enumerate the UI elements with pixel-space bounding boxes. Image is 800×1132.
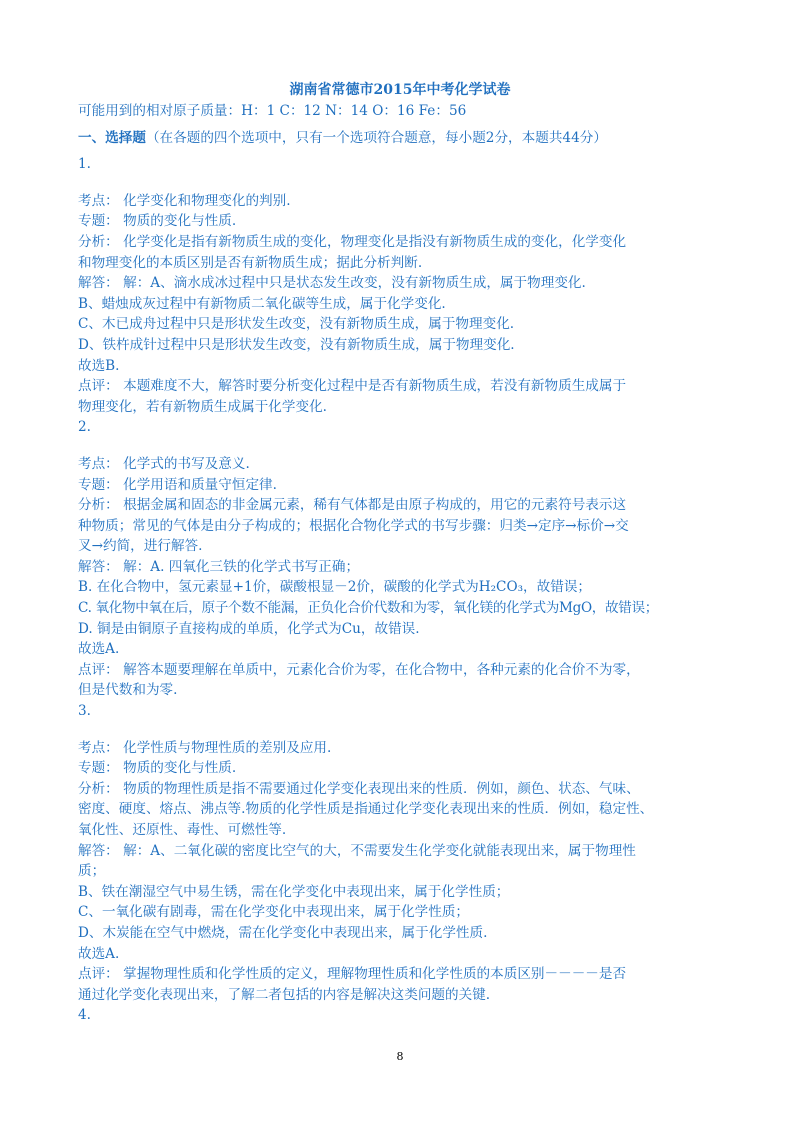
question-number: 1. [78,156,91,173]
document-body [78,101,728,1026]
section-title: 一、选择题 [78,129,146,146]
answer-line: 故选A. [78,945,120,962]
dianping-line: 但是代数和为零. [78,682,178,699]
fenxi-line: 叉→约简，进行解答. [78,538,203,555]
zhuanti-line: 专题： 物质的变化与性质. [78,760,237,777]
jieda-line: 解答： 解：A、滴水成冰过程中只是状态发生改变，没有新物质生成，属于物理变化. [78,275,586,292]
jieda-line: D、木炭能在空气中燃烧，需在化学变化中表现出来，属于化学性质. [78,924,488,941]
dianping-line: 物理变化，若有新物质生成属于化学变化. [78,398,328,415]
jieda-line: B. 在化合物中，氢元素显+1价，碳酸根显－2价，碳酸的化学式为H₂CO₃，故错误； [78,579,592,596]
fenxi-line: 密度、硬度、熔点、沸点等.物质的化学性质是指通过化学变化表现出来的性质．例如，稳定性、 [78,801,654,818]
dianping-line: 点评： 解答本题要理解在单质中，元素化合价为零，在化合物中，各种元素的化合价不为零， [78,661,640,678]
fenxi-line: 种物质；常见的气体是由分子构成的；根据化合物化学式的书写步骤：归类→定序→标价→交 [78,517,629,534]
question-block [78,154,728,417]
jieda-line: B、蜡烛成灰过程中有新物质二氧化碳等生成，属于化学变化. [78,295,446,312]
section-note: （在各题的四个选项中，只有一个选项符合题意，每小题2分，本题共44分） [145,129,607,146]
fenxi-line: 分析： 化学变化是指有新物质生成的变化，物理变化是指没有新物质生成的变化，化学变化 [78,233,627,250]
question-number: 2. [78,419,91,436]
dianping-line: 点评： 本题难度不大，解答时要分析变化过程中是否有新物质生成，若没有新物质生成属于 [78,378,627,395]
fenxi-line: 和物理变化的本质区别是否有新物质生成；据此分析判断. [78,254,423,271]
kaodian-line: 考点： 化学性质与物理性质的差别及应用. [78,739,332,756]
question-block [78,701,728,1005]
fenxi-line: 分析： 物质的物理性质是指不需要通过化学变化表现出来的性质．例如，颜色、状态、气味、 [78,780,640,797]
zhuanti-line: 专题： 化学用语和质量守恒定律. [78,476,277,493]
jieda-line: D、铁杵成针过程中只是形状发生改变，没有新物质生成，属于物理变化. [78,336,515,353]
atomic-masses: 可能用到的相对原子质量：H：1 C：12 N：14 O：16 Fe：56 [78,103,467,119]
kaodian-line: 考点： 化学变化和物理变化的判别. [78,192,291,209]
answer-line: 故选A. [78,641,120,658]
jieda-line: C. 氧化物中氧在后，原子个数不能漏，正负化合价代数和为零，氧化镁的化学式为MgO，故错误； [78,600,658,617]
section-heading [78,128,728,149]
jieda-line: B、铁在潮湿空气中易生锈，需在化学变化中表现出来，属于化学性质； [78,883,510,900]
jieda-line: 解答： 解：A、二氧化碳的密度比空气的大，不需要发生化学变化就能表现出来，属于物理性 [78,842,636,859]
question-number: 4. [78,1007,91,1024]
page-title: 湖南省常德市2015年中考化学试卷 [289,82,511,98]
jieda-line: D. 铜是由铜原子直接构成的单质，化学式为Cu，故错误. [78,620,420,637]
question-block [78,1005,728,1026]
dianping-line: 通过化学变化表现出来，了解二者包括的内容是解决这类问题的关键. [78,986,491,1003]
jieda-line: C、木已成舟过程中只是形状发生改变，没有新物质生成，属于物理变化. [78,316,515,333]
question-number: 3. [78,703,91,720]
zhuanti-line: 专题： 物质的变化与性质. [78,213,237,230]
fenxi-line: 氧化性、还原性、毒性、可燃性等. [78,822,287,838]
question-block [78,417,728,701]
page-number: 8 [396,1050,404,1063]
dianping-line: 点评： 掌握物理性质和化学性质的定义，理解物理性质和化学性质的本质区别－－－－是否 [78,966,627,983]
jieda-line: 质； [78,863,106,880]
jieda-line: C、一氧化碳有剧毒，需在化学变化中表现出来，属于化学性质； [78,904,470,921]
answer-line: 故选B. [78,357,120,374]
jieda-line: 解答： 解：A. 四氧化三铁的化学式书写正确； [78,558,360,575]
fenxi-line: 分析： 根据金属和固态的非金属元素，稀有气体都是由原子构成的，用它的元素符号表示这 [78,497,627,514]
kaodian-line: 考点： 化学式的书写及意义. [78,455,250,472]
